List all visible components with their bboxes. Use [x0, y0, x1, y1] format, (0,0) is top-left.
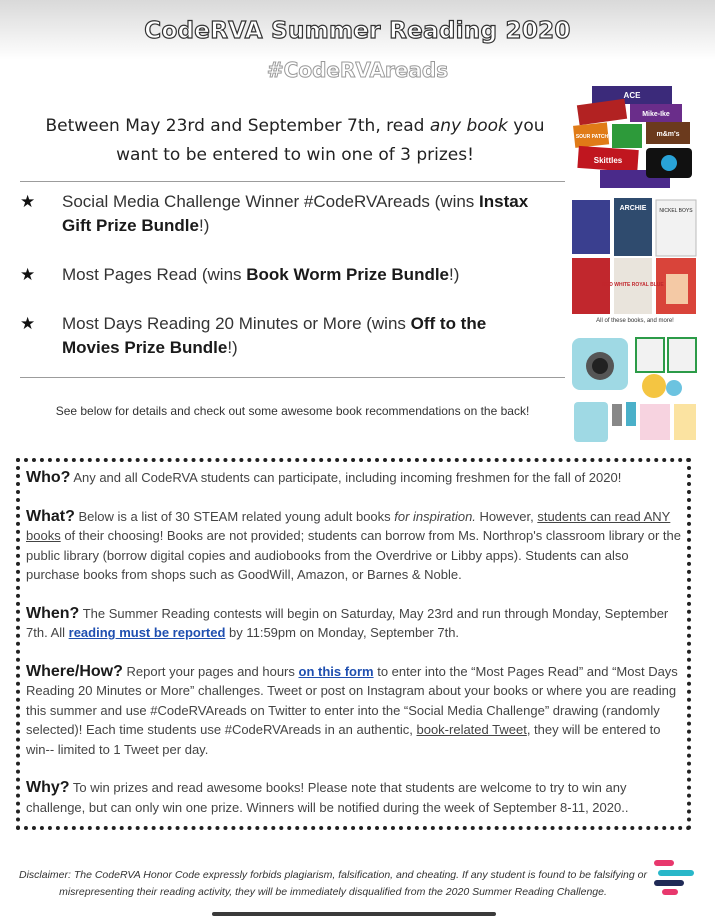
books-caption: All of these books, and more!	[596, 318, 674, 324]
candy-image	[572, 84, 704, 190]
candy-label: Mike-Ike	[642, 111, 670, 118]
when-section: When? The Summer Reading contests will begin on Saturday, May 23rd and run through Monday, September 7th. All reading must be reported by 11:59pm on Monday, September 7th.	[26, 604, 669, 640]
reading-report-link[interactable]: reading must be reported	[68, 625, 226, 640]
who-section: Who? Any and all CodeRVA students can participate, including incoming freshmen for the fall of 2020!	[26, 469, 622, 486]
why-section: Why? To win prizes and read awesome books! Please note that students are welcome to try to win any challenge, but can only win one prize. Winners will be notified during the week of September 8-11, 2020..	[26, 779, 629, 815]
report-form-link[interactable]: on this form	[298, 663, 374, 679]
star-icon: ★	[20, 314, 36, 333]
intro-text: Between May 23rd and September 7th, read any book you want to be entered to win one of 3 prizes!	[45, 116, 545, 165]
page-title: CodeRVA Summer Reading 2020	[144, 18, 571, 44]
book-title: NICKEL BOYS	[659, 208, 693, 214]
coderva-logo	[652, 858, 696, 896]
book-title: ARCHIE	[619, 205, 647, 212]
candy-label: SOUR PATCH	[575, 134, 609, 140]
what-section: What? Below is a list of 30 STEAM related young adult books for inspiration. However, students can read ANY books of their choosing! Books are not provided; students can borrow from Ms. Northrop's classroom library or the public library (borrow digital copies and audiobooks from the Overdrive or Libby apps). Students can also purchase books from shops such as GoodWill, Amazon, or Barnes & Noble.	[26, 507, 681, 582]
home-indicator	[212, 912, 496, 916]
divider-top	[20, 181, 565, 182]
where-how-section: Where/How? Report your pages and hours on this form to enter into the “Most Pages Read” and “Most Days Reading 20 Minutes or More” challenges. Tweet or post on Instagram about your books or where you are reading this summer and use #CodeRVAreads on Twitter to enter into the “Social Media Challenge” drawing (randomly selected)! Each time students use #CodeRVAreads in an authentic, book-related Tweet, they will be entered to win-- limited to 1 Tweet per day.	[26, 662, 678, 757]
details-box	[16, 458, 691, 830]
star-icon: ★	[20, 265, 36, 284]
candy-label: m&m's	[656, 131, 680, 138]
star-icon: ★	[20, 192, 36, 211]
book-title: RED WHITE ROYAL BLUE	[602, 282, 664, 288]
candy-label: Skittles	[593, 156, 623, 165]
hashtag-subtitle: #CodeRVAreads	[266, 58, 449, 82]
candy-label: ACE	[623, 91, 641, 100]
see-below-note: See below for details and check out some awesome book recommendations on the back!	[55, 404, 530, 418]
divider-bottom	[20, 377, 565, 378]
books-image	[570, 196, 700, 318]
instax-image	[570, 332, 700, 446]
disclaimer-text: Disclaimer: The CodeRVA Honor Code expressly forbids plagiarism, falsification, and cheating. If any student is found to be falsifying or misrepresenting their reading activity, they will be immediately disqualified from the 2020 Summer Reading Challenge.	[19, 869, 647, 898]
intro-emphasis: any book	[429, 116, 508, 136]
